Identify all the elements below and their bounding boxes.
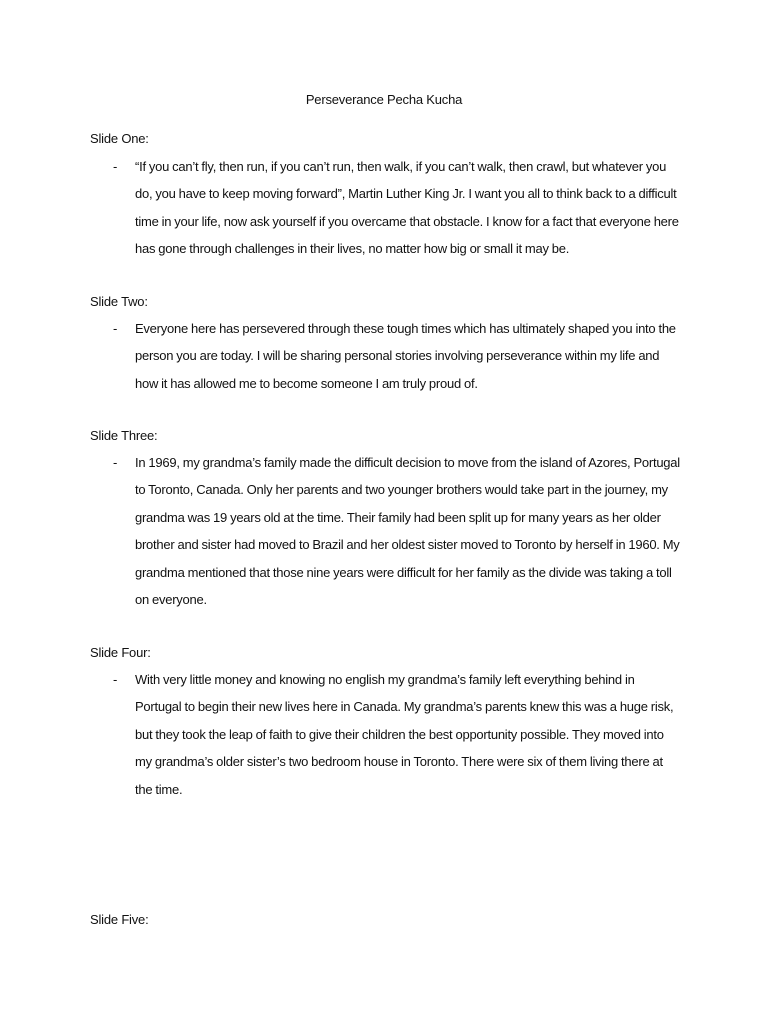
bullet-marker: - [113, 455, 118, 470]
bullet-marker: - [113, 159, 118, 174]
page-title: Perseverance Pecha Kucha [305, 92, 463, 107]
slide-three-heading: Slide Three: [90, 428, 158, 443]
slide-one-heading: Slide One: [90, 131, 149, 146]
slide-three-text: In 1969, my grandma’s family made the difficult decision to move from the island of Azores, Portugal to Toronto, Canada. Only her parents and two younger brothers would take part in the journey, my grandma was 19 years old at the time. Their family had been split up for many years as her older brother and sister had moved to Brazil and her oldest sister moved to Toronto by herself in 1960. My grandma mentioned that those nine years were difficult for her family as the divide was taking a toll on everyone. [135, 455, 680, 608]
slide-four-text: With very little money and knowing no english my grandma’s family left everything behind in Portugal to begin their new lives here in Canada. My grandma’s parents knew this was a huge risk, but they took the leap of faith to give their children the best opportunity possible. They moved into my grandma’s older sister’s two bedroom house in Toronto. There were six of them living there at the time. [135, 672, 674, 797]
slide-two-heading: Slide Two: [90, 294, 148, 309]
slide-four-heading: Slide Four: [90, 645, 151, 660]
slide-five-heading: Slide Five: [90, 912, 149, 927]
slide-two-text: Everyone here has persevered through these tough times which has ultimately shaped you into the person you are today. I will be sharing personal stories involving perseverance within my life and how it has allowed me to become someone I am truly proud of. [135, 321, 676, 391]
bullet-marker: - [113, 321, 118, 336]
bullet-marker: - [113, 672, 118, 687]
slide-one-text: “If you can’t fly, then run, if you can’t run, then walk, if you can’t walk, then crawl, but whatever you do, you have to keep moving forward”, Martin Luther King Jr. I want you all to think back to a difficult time in your life, now ask yourself if you overcame that obstacle. I know for a fact that everyone here has gone through challenges in their lives, no matter how big or small it may be. [135, 159, 679, 257]
